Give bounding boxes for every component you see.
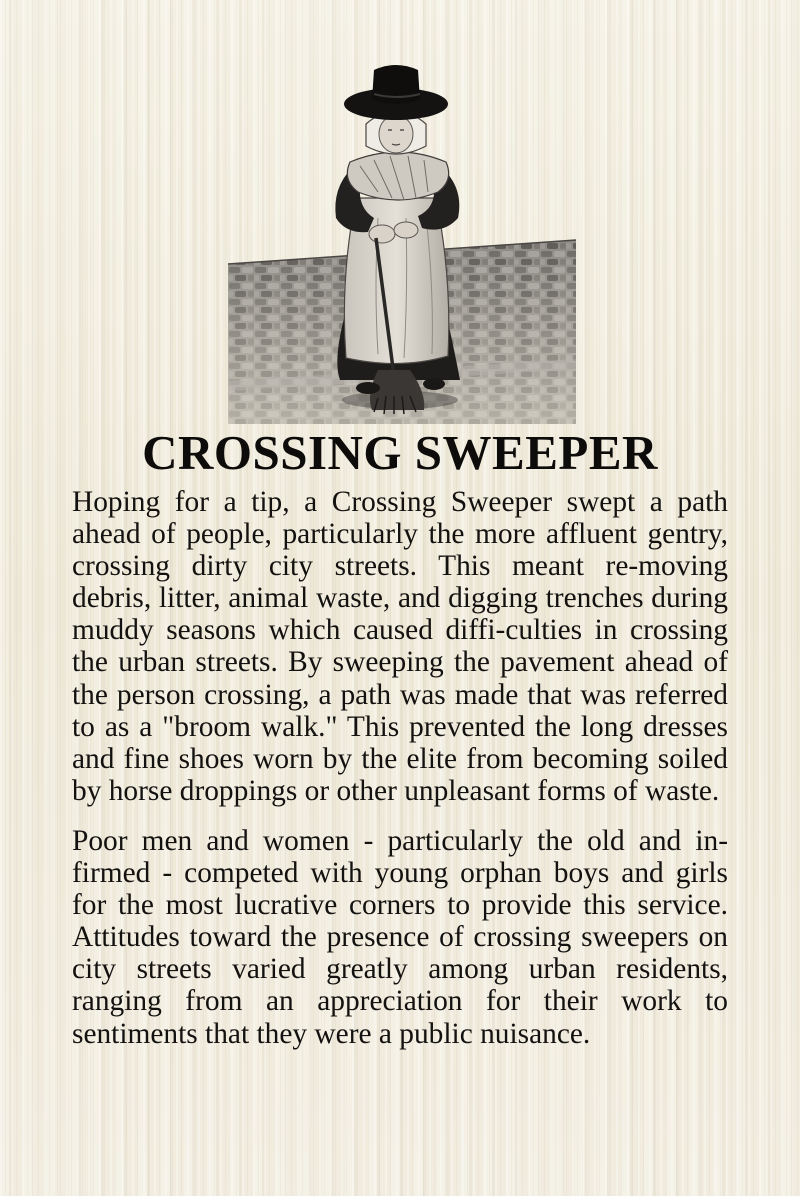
paragraph-history: Hoping for a tip, a Crossing Sweeper swept a path ahead of people, particularly the more affluent gentry, crossing dirty city streets. This meant re-moving debris, litter, animal waste, and digging trenches during muddy seasons which caused diffi-culties in crossing the urban streets. By sweeping the pavement ahead of the person crossing, a path was made that was referred to as a "broom walk." This prevented the long dresses and fine shoes worn by the elite from becoming soiled by horse droppings or other unpleasant forms of waste. [72,486,728,807]
paragraph-competition: Poor men and women - particularly the old and in-firmed - competed with young orphan boys and girls for the most lucrative corners to provide this service. Attitudes toward the presence of crossing sweepers on city streets varied greatly among urban residents, ranging from an appreciation for their work to sentiments that they were a public nuisance. [72,824,728,1050]
crossing-sweeper-illustration [228,58,576,424]
sweeper-engraving-icon [228,58,576,424]
body-text [72,486,728,1068]
page-title: CROSSING SWEEPER [142,425,658,480]
